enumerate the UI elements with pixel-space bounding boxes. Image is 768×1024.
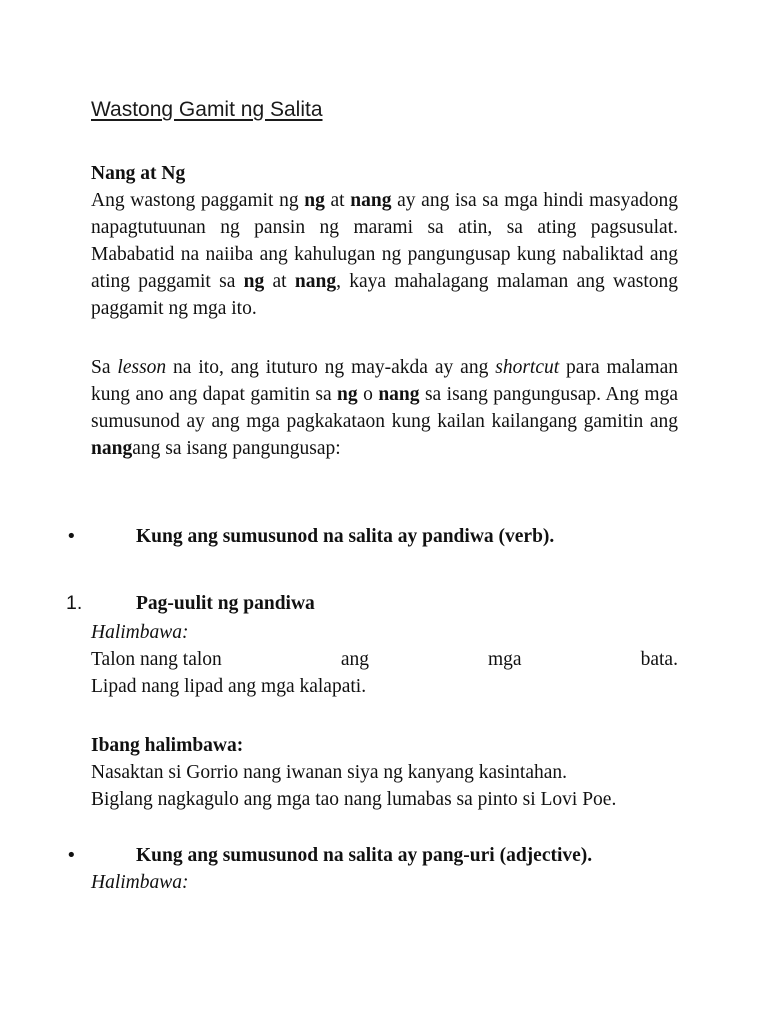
example-line-1: [91, 646, 678, 673]
example-word: mga: [488, 649, 522, 670]
bold-term: nang: [350, 190, 392, 211]
text-run: para malaman kung ano ang dapat gamitin sa: [91, 357, 678, 405]
italic-term: shortcut: [495, 357, 560, 378]
bold-term: nang: [378, 384, 420, 405]
bullet-text: Kung ang sumusunod na salita ay pandiwa (verb).: [136, 526, 555, 547]
bold-term: ng: [304, 190, 325, 211]
example-line-2: Lipad nang lipad ang mga kalapati.: [91, 676, 367, 697]
example-word: Talon nang talon: [91, 649, 222, 670]
item-heading: Pag-uulit ng pandiwa: [136, 593, 315, 614]
text-run: ay ang isa sa mga hindi masyadong napagtutuunan ng pansin ng marami sa atin, sa ating pagsusulat. Mababatid na naiiba ang kahulugan ng pangungusap kung nabaliktad ang ating paggamit sa: [91, 190, 678, 292]
bullet-text: Kung ang sumusunod na salita ay pang-uri (adjective).: [136, 845, 593, 866]
text-run: na ito, ang ituturo ng may-akda ay ang: [166, 357, 496, 378]
intro-paragraph: [91, 187, 678, 322]
text-run: at: [324, 190, 351, 211]
text-run: sa isang pangungusap. Ang mga sumusunod ay ang mga pagkakataon kung kailan kailangang gamitin ang: [91, 384, 679, 432]
adjective-examples: [91, 869, 678, 896]
bold-term: nang: [294, 271, 337, 292]
example-label: Halimbawa:: [91, 622, 189, 643]
text-run: ang sa isang pangungusap:: [132, 438, 341, 459]
other-line-1: Nasaktan si Gorrio nang iwanan siya ng kanyang kasintahan.: [91, 762, 567, 783]
example-label: Halimbawa:: [91, 872, 189, 893]
bullet-dot-icon: •: [66, 845, 77, 866]
text-run: , kaya mahalagang malaman ang wastong paggamit ng mga ito.: [91, 271, 678, 319]
text-run: at: [264, 271, 295, 292]
page-title: Wastong Gamit ng Salita: [91, 98, 323, 121]
text-run: Sa: [91, 357, 118, 378]
text-run: o: [357, 384, 379, 405]
lesson-paragraph: [91, 354, 678, 462]
bold-term: nang: [91, 438, 133, 459]
section-heading: Nang at Ng: [91, 163, 186, 184]
italic-term: lesson: [117, 357, 167, 378]
bold-term: ng: [337, 384, 358, 405]
other-examples: [91, 732, 678, 813]
bullet-dot-icon: •: [66, 526, 77, 547]
other-line-2: Biglang nagkagulo ang mga tao nang lumabas sa pinto si Lovi Poe.: [91, 789, 617, 810]
bold-term: ng: [243, 271, 265, 292]
item1-examples: [91, 619, 678, 700]
text-run: Ang wastong paggamit ng: [91, 190, 305, 211]
item-number: 1.: [66, 592, 83, 614]
example-word: ang: [340, 649, 369, 670]
section-nang-at-ng: [91, 160, 678, 322]
example-word: bata.: [640, 649, 678, 670]
lesson-text: [91, 354, 678, 462]
other-heading: Ibang halimbawa:: [91, 735, 244, 756]
